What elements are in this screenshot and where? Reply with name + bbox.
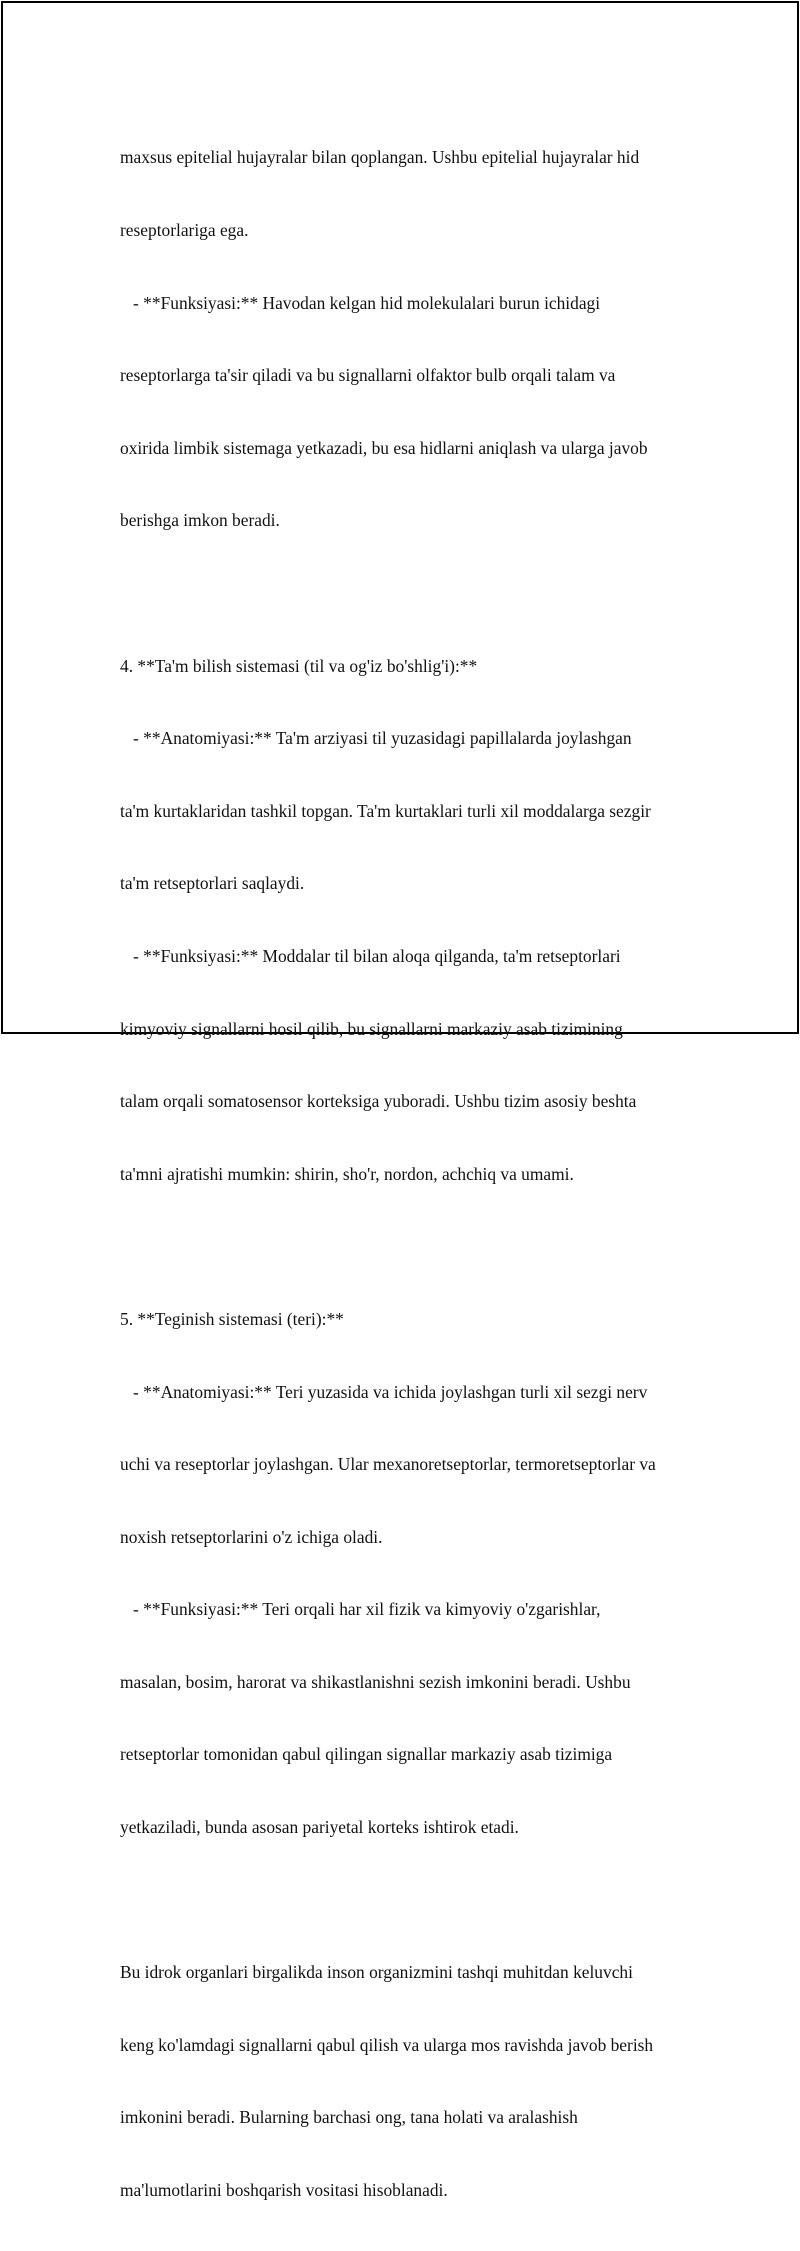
text-line: retseptorlar tomonidan qabul qilingan signallar markaziy asab tizimiga — [120, 1744, 613, 1765]
conclusion-line: imkonini beradi. Bularning barchasi ong, tana holati va aralashish — [120, 2107, 578, 2128]
text-line: noxish retseptorlarini o'z ichiga oladi. — [120, 1526, 383, 1547]
conclusion-line: ma'lumotlarini boshqarish vositasi hisoblanadi. — [120, 2180, 448, 2201]
conclusion-line: Bu idrok organlari birgalikda inson organizmini tashqi muhitdan keluvchi — [120, 1962, 633, 1983]
section-heading-touch: 5. **Teginish sistemasi (teri):** — [120, 1308, 344, 1329]
document-page — [1, 1, 799, 2201]
text-line: - **Anatomiyasi:** Teri yuzasida va ichida joylashgan turli xil sezgi nerv — [120, 1381, 648, 1402]
text-line: oxirida limbik sistemaga yetkazadi, bu esa hidlarni aniqlash va ularga javob — [120, 437, 648, 458]
blank-line — [120, 581, 695, 605]
text-line: reseptorlarga ta'sir qiladi va bu signallarni olfaktor bulb orqali talam va — [120, 365, 616, 386]
text-line: ta'm kurtaklaridan tashkil topgan. Ta'm kurtaklari turli xil moddalarga sezgir — [120, 800, 651, 821]
text-line: masalan, bosim, harorat va shikastlanishni sezish imkonini beradi. Ushbu — [120, 1671, 631, 1692]
text-line: - **Anatomiyasi:** Ta'm arziyasi til yuzasidagi papillalarda joylashgan — [120, 728, 632, 749]
text-line: maxsus epitelial hujayralar bilan qoplangan. Ushbu epitelial hujayralar hid — [120, 147, 640, 168]
text-line: - **Funksiyasi:** Teri orqali har xil fizik va kimyoviy o'zgarishlar, — [120, 1599, 601, 1620]
text-line: ta'm retseptorlari saqlaydi. — [120, 873, 305, 894]
text-line: reseptorlariga ega. — [120, 220, 249, 240]
document-body — [120, 97, 695, 2251]
conclusion-line: keng ko'lamdagi signallarni qabul qilish va ularga mos ravishda javob berish — [120, 2034, 654, 2055]
blank-line — [120, 1234, 695, 1258]
text-line: - **Funksiyasi:** Moddalar til bilan aloqa qilganda, ta'm retseptorlari — [120, 945, 621, 966]
section-heading-taste: 4. **Ta'm bilish sistemasi (til va og'iz bo'shlig'i):** — [120, 655, 478, 676]
text-line: berishga imkon beradi. — [120, 510, 280, 531]
text-line: kimyoviy signallarni hosil qilib, bu signallarni markaziy asab tizimining — [120, 1018, 623, 1039]
blank-line — [120, 1888, 695, 1912]
text-line: uchi va reseptorlar joylashgan. Ular mexanoretseptorlar, termoretseptorlar va — [120, 1454, 656, 1475]
text-line: yetkaziladi, bunda asosan pariyetal korteks ishtirok etadi. — [120, 1817, 519, 1838]
text-line: talam orqali somatosensor korteksiga yuboradi. Ushbu tizim asosiy beshta — [120, 1091, 637, 1112]
text-line: - **Funksiyasi:** Havodan kelgan hid molekulalari burun ichidagi — [120, 292, 601, 313]
text-line: ta'mni ajratishi mumkin: shirin, sho'r, nordon, achchiq va umami. — [120, 1163, 574, 1184]
